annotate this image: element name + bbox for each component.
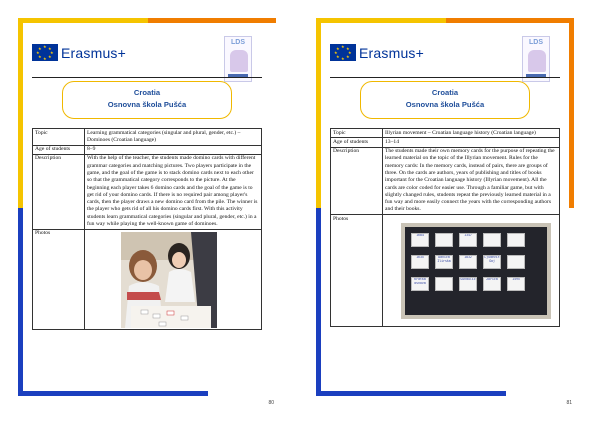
frame-bar-bottom-blue [18,391,208,396]
table-row-description [331,147,560,215]
document-page-left [18,18,276,406]
page-number: 80 [268,400,274,406]
document-page-right [316,18,574,406]
table-row-description [33,154,262,229]
table-row-photos [33,229,262,329]
country-title: Croatia [431,88,459,97]
lds-project-logo [224,36,252,82]
activity-table [330,128,560,327]
erasmus-wordmark: Erasmus+ [61,44,127,61]
frame-bar-left-yellow [316,18,321,208]
header-divider [330,77,560,78]
frame-bar-top-orange [446,18,574,23]
cards-board [405,227,547,315]
memory-cards-photo [401,223,551,319]
age-label: Age of students [331,138,383,147]
frame-bar-top-yellow [316,18,446,23]
lds-project-logo [522,36,550,82]
erasmus-wordmark: Erasmus+ [359,44,425,61]
memory-card: Gundulić [459,277,477,291]
erasmus-logo [32,44,126,61]
eu-flag-icon: ★ ★ ★ ★ ★ ★ ★ ★ [32,44,58,61]
memory-card: Kratka osnova [411,277,429,291]
header-divider [32,77,262,78]
school-title: Osnovna škola Pušća [107,100,187,109]
topic-value: Illyrian movement – Croatian language history (Croatian language) [383,129,560,138]
frame-bar-left-yellow [18,18,23,208]
description-label: Description [331,147,383,215]
topic-label: Topic [331,129,383,138]
activity-table [32,128,262,330]
photos-label: Photos [331,215,383,327]
topic-value: Learning grammatical categories (singular and plural, gender, etc.) – Dominoes (Croatian language) [85,129,262,146]
table-row-topic [331,129,560,138]
description-value: The students made their own memory cards for the purpose of repeating the learned material on the topic of the Illyrian movement. Rules for the memory cards: In the memory cards, instead of pairs, there are groups of three. On the cards are authors, years of publishing and titles of books important for the Croatian language history (Illyrian movement). All the cards are color coded for easier use. Through a familiar game, but with slightly changed rules, students repeat the previously learned material in a fun way and more easily connect the years with the corresponding authors and their books. [383,147,560,215]
lds-logo-text: LDS [231,39,245,46]
photos-cell [85,229,262,329]
frame-bar-left-blue [18,208,23,396]
photos-cell [383,215,560,327]
school-title: Osnovna škola Pušća [405,100,485,109]
memory-card [435,233,453,247]
frame-bar-top-orange [148,18,276,23]
page-number: 81 [566,400,572,406]
table-row-age [33,145,262,154]
table-row-photos [331,215,560,327]
memory-card: Zorica [483,277,501,291]
lds-figure-icon [230,50,248,72]
memory-card: 1635 [411,255,429,269]
title-box [360,81,530,119]
description-label: Description [33,154,85,229]
frame-bar-right-orange [569,18,574,208]
age-value: 13–14 [383,138,560,147]
classroom-photo [121,232,217,328]
frame-bar-top-yellow [18,18,148,23]
students-playing-dominoes-image [121,232,217,328]
memory-card: 1347 [459,233,477,247]
description-value: With the help of the teacher, the students made domino cards with different grammar categories and matching pictures. Two players participate in the game, and the goal of the game is to stack domino cards next to each other so that the grammatical category corresponds to the picture. At the beginning each player takes 6 domino cards and the goal of the game is to get rid of your domino cards. If there is no required pair among player's cards, then the player draws a new domino card from the pile. The winner is the player who gets rid of all his domino cards first. With this activity students learn grammatical categories (singular and plural, gender, etc.) in a fun way while playing the well-known game of dominoes. [85,154,262,229]
title-box [62,81,232,119]
frame-bar-bottom-blue [316,391,506,396]
erasmus-logo [330,44,424,61]
eu-flag-icon: ★ ★ ★ ★ ★ ★ ★ ★ [330,44,356,61]
lds-logo-text: LDS [529,39,543,46]
lds-figure-icon [528,50,546,72]
memory-card: Ljudevit Gaj [483,255,501,269]
age-label: Age of students [33,145,85,154]
table-row-topic [33,129,262,146]
memory-card: 1604 [411,233,429,247]
topic-label: Topic [33,129,85,146]
frame-bar-left-blue [316,208,321,396]
age-value: 8–9 [85,145,262,154]
memory-card [483,233,501,247]
memory-card [507,255,525,269]
table-row-age [331,138,560,147]
memory-card [435,277,453,291]
memory-card: 1832 [459,255,477,269]
country-title: Croatia [133,88,161,97]
photos-label: Photos [33,229,85,329]
memory-card: 1595 [507,277,525,291]
memory-card: Danica Ilirska [435,255,453,269]
memory-card [507,233,525,247]
